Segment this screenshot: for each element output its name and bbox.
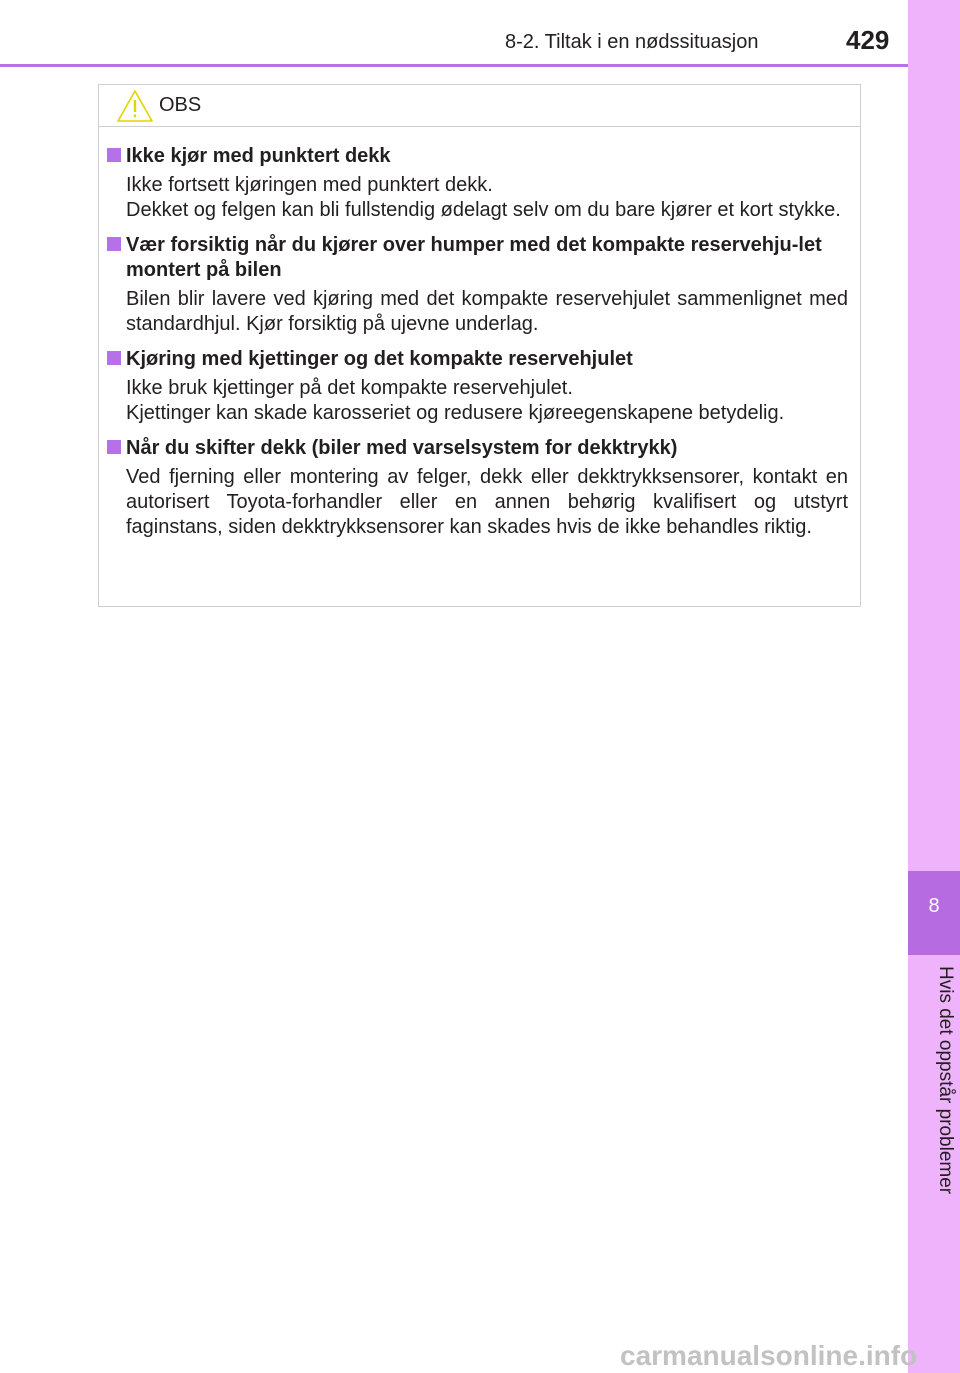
section-paragraph [126, 287, 848, 337]
paragraph-line: Dekket og felgen kan bli fullstendig ødelagt selv om du bare kjører et kort stykke. [126, 199, 841, 221]
paragraph-line: Bilen blir lavere ved kjøring med det kompakte reservehjulet sammenlignet med standardhjul. Kjør forsiktig på ujevne underlag. [126, 288, 848, 335]
caution-section [99, 144, 862, 223]
caution-header [99, 85, 860, 127]
paragraph-line: Ikke bruk kjettinger på det kompakte reservehjulet. [126, 377, 573, 399]
square-bullet-icon [107, 148, 121, 162]
header-divider [0, 64, 908, 67]
section-title: 8-2. Tiltak i en nødssituasjon [505, 31, 759, 53]
caution-section [99, 436, 862, 540]
caution-section [99, 233, 862, 337]
section-heading: Ikke kjør med punktert dekk [126, 145, 391, 167]
paragraph-line: Ikke fortsett kjøringen med punktert dekk. [126, 174, 493, 196]
paragraph-line: Ved fjerning eller montering av felger, dekk eller dekktrykksensorer, kontakt en autorisert Toyota-forhandler eller en annen behørig kvalifisert og utstyrt faginstans, siden dekktrykksensorer kan skades hvis de ikke behandles riktig. [126, 466, 848, 538]
section-heading: Kjøring med kjettinger og det kompakte reservehjulet [126, 348, 633, 370]
caution-body [99, 144, 862, 550]
section-heading: Når du skifter dekk (biler med varselsystem for dekktrykk) [126, 437, 678, 459]
caution-section [99, 347, 862, 426]
caution-box [98, 84, 861, 607]
warning-triangle-icon [116, 89, 154, 123]
square-bullet-icon [107, 351, 121, 365]
square-bullet-icon [107, 440, 121, 454]
paragraph-line: Kjettinger kan skade karosseriet og redusere kjøreegenskapene betydelig. [126, 402, 785, 424]
chapter-number: 8 [928, 895, 940, 917]
section-paragraph [126, 465, 848, 540]
watermark: carmanualsonline.info [620, 1340, 918, 1371]
square-bullet-icon [107, 237, 121, 251]
caution-title: OBS [159, 94, 202, 116]
section-paragraph [126, 376, 848, 426]
section-paragraph [126, 173, 848, 223]
page-number: 429 [846, 25, 890, 55]
section-heading: Vær forsiktig når du kjører over humper med det kompakte reservehju-let montert på bilen [126, 234, 822, 281]
chapter-label: Hvis det oppstår problemer [935, 966, 956, 1195]
